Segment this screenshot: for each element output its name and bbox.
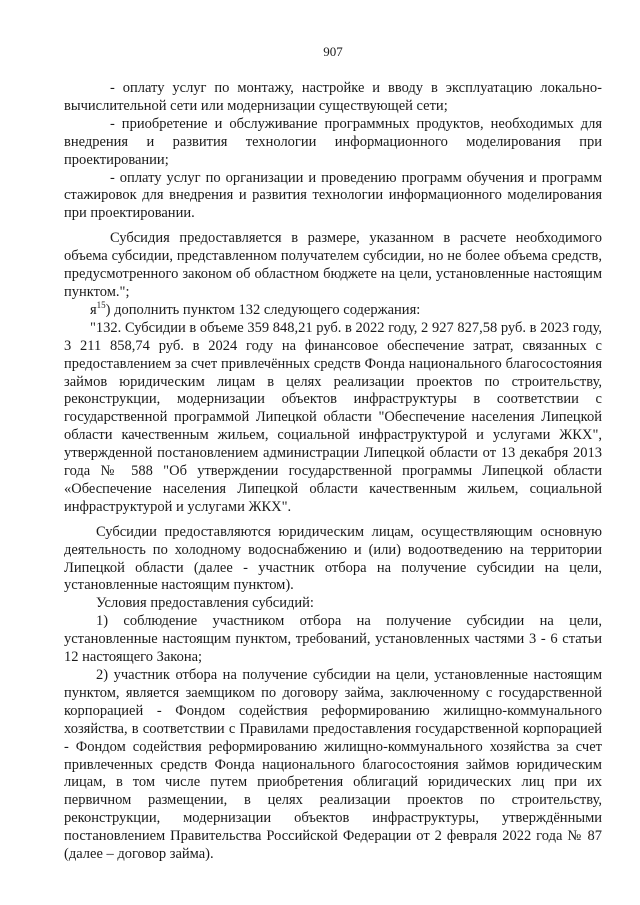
paragraph-subsidy-amount: Субсидия предоставляется в размере, указанном в расчете необходимого объема субсидии, представленном получателем субсидии, но не более объема средств, предусмотренного законом об областном бюджете на цели, установленные настоящим пунктом."; bbox=[64, 230, 602, 300]
amendment-superscript: 15 bbox=[96, 300, 106, 311]
paragraph-point-132: "132. Субсидии в объеме 359 848,21 руб. в 2022 году, 2 927 827,58 руб. в 2023 году, 3 211 858,74 руб. в 2024 году на финансовое обеспечение затрат, связанных с предоставлением за счет привлечённых средств Фонда национального благосостояния займов юридическим лицам в целях реализации проектов по строительству, реконструкции, модернизации объектов инфраструктуры в соответствии с государственной программой Липецкой области "Обеспечение населения Липецкой области качественным жильем, социальной инфраструктурой и услугами ЖКХ", утвержденной постановлением администрации Липецкой области от 13 декабря 2013 года № 588 "Об утверждении государственной программы Липецкой области «Обеспечение населения Липецкой области качественным жильем, социальной инфраструктурой и услугами ЖКХ". bbox=[64, 319, 602, 515]
paragraph-amendment-intro bbox=[64, 302, 602, 320]
paragraph-recipients: Субсидии предоставляются юридическим лицам, осуществляющим основную деятельность по холодному водоснабжению и (или) водоотведению на территории Липецкой области (далее - участник отбора на получение субсидии на цели, установленные настоящим пунктом). bbox=[64, 523, 602, 594]
amendment-letter: я bbox=[90, 301, 97, 318]
page-number: 907 bbox=[323, 44, 343, 59]
amendment-text: ) дополнить пунктом 132 следующего содержания: bbox=[105, 301, 421, 318]
list-item-training-programs: - оплату услуг по организации и проведению программ обучения и программ стажировок для внедрения и развития технологии информационного моделирования при проектировании. bbox=[64, 169, 602, 222]
paragraph-conditions-heading: Условия предоставления субсидий: bbox=[96, 595, 314, 612]
list-item-software-products: - приобретение и обслуживание программных продуктов, необходимых для внедрения и развития технологии информационного моделирования при проектировании; bbox=[64, 115, 602, 168]
list-item-network-services: - оплату услуг по монтажу, настройке и вводу в эксплуатацию локально-вычислительной сети или модернизации существующей сети; bbox=[64, 80, 602, 114]
condition-item-2: 2) участник отбора на получение субсидии на цели, установленные настоящим пунктом, является заемщиком по договору займа, заключенному с государственной корпорацией - Фондом содействия реформированию жилищно-коммунального хозяйства, в соответствии с Правилами предоставления государственной корпорацией - Фондом содействия реформированию жилищно-коммунального хозяйства за счет привлеченных средств Фонда национального благосостояния займов юридическим лицам, в том числе путем приобретения облигаций юридических лиц при их первичном размещении, в целях реализации проектов по строительству, реконструкции, модернизации объектов инфраструктуры, утверждёнными постановлением Правительства Российской Федерации от 2 февраля 2022 года № 87 (далее – договор займа). bbox=[64, 667, 602, 863]
condition-item-1: 1) соблюдение участником отбора на получение субсидии на цели, установленные настоящим пунктом, требований, установленных частями 3 - 6 статьи 12 настоящего Закона; bbox=[64, 613, 602, 666]
